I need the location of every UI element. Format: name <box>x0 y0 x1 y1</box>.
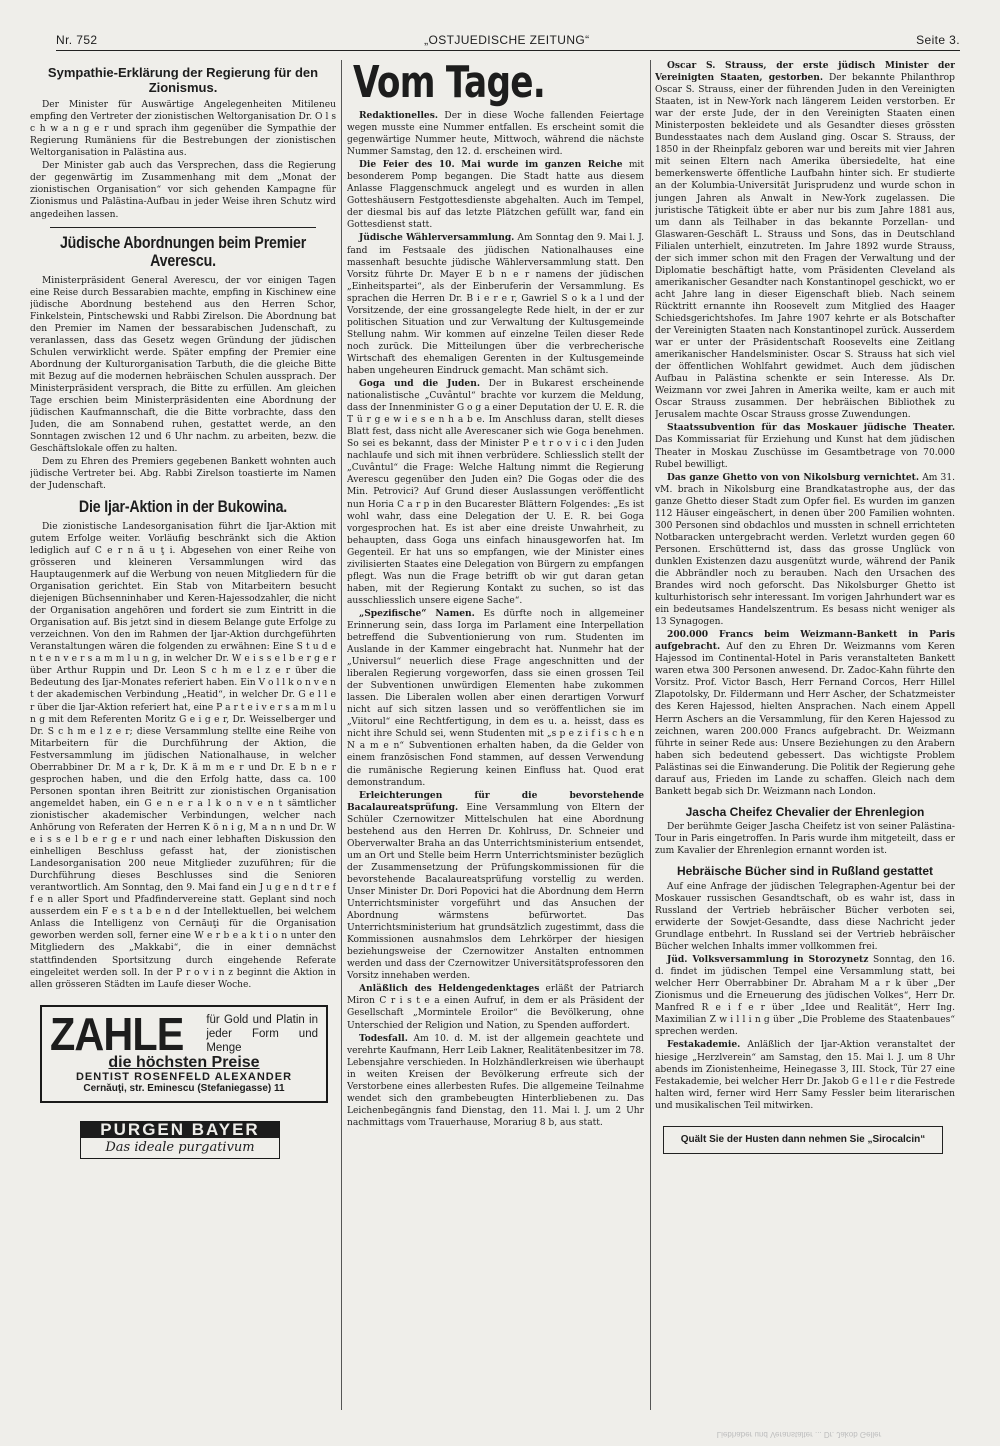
news-lead: Erleichterungen für die bevorstehende Bacalaureatsprüfung. <box>347 789 644 813</box>
news-lead: Jüd. Volksversammlung in Storozynetz <box>667 954 869 966</box>
ad-slogan: Das ideale purgativum <box>105 1139 255 1155</box>
divider <box>50 227 316 228</box>
header-rule <box>56 50 960 51</box>
newspaper-title: „OSTJUEDISCHE ZEITUNG“ <box>424 33 590 47</box>
bleed-through-text: Liebhaber und Veranstalter ... Dr. Jakob Geller <box>716 1430 882 1439</box>
ad-advertiser: DENTIST ROSENFELD ALEXANDER <box>75 1070 293 1083</box>
page-header <box>56 30 960 50</box>
news-text: mit besonderem Pomp begangen. Die Stadt hatte aus diesem Anlasse Flaggenschmuck angelegt und es wurden in allen Gotteshäusern Festgottesdienste abgehalten. Auch im Tempel, der diesmal bis auf das letzte Plätzchen gefüllt war, fand ein Gottesdienst statt. <box>347 160 644 231</box>
ad-top-row <box>50 1007 318 1060</box>
news-text: Der in Bukarest erscheinende nationalistische „Cuvântul“ brachte vor kurzem die Meldung, dass der Innenminister G o g a einer Deputation der U. E. R. die T ü r g e w i e s e n h a b e. Im Anschluss daran, stellt dieses Blatt fest, dass nicht alle Averescaner sich wie Goga benehmen. So sei es bekannt, dass der Minister P e t r o v i c i den Juden nachlaufe und sich mit ihnen verbrüdere. Schliesslich stellt der „Cuvântul“ die Frage: Welche Haltung nimmt die Regierung Averescu gegenüber den Juden ein? Die Gogas oder die des Min. Petrovici? Auf Grund dieser Auslassungen veröffentlicht nun Horia C a r p in den Bucarester Blättern Folgendes: „Es ist wohl wahr, dass eine Delegation der U. E. R. bei Goga vorgesprochen hat. Es ist aber eine dreiste Unwahrheit, zu behaupten, dass Goga uns einfach hinausgeworfen hat. Im Gegenteil. Er hat uns so empfangen, wie der Minister eines zivilisierten Staates eine Delegation von Bürgern zu empfangen pflegt. Was nun die Frage betrifft ob wir gut daran getan haben, mit der Regierung Kontakt zu suchen, so ist das ausschliesslich unsere eigene Sache“. <box>347 379 644 606</box>
news-text: Der in diese Woche fallenden Feiertage wegen musste eine Nummer entfallen. Es erscheint somit die gegenwärtige Nummer heute, Mittwoch, während die nächste Nummer Samstag, den 12. d. erscheinen wird. <box>347 111 644 158</box>
news-text: Das Kommissariat für Erziehung und Kunst hat dem jüdischen Theater in Moskau Zuschüsse im Gesamtbetrage von 70.000 Rubel bewilligt. <box>655 435 955 470</box>
news-text: Anläßlich der Ijar-Aktion veranstaltet der hiesige „Herzlverein“ am Samstag, den 15. Mai l. J. um 8 Uhr abends im Zionistenheime, Heinegasse 3, III. Stock, Tür 27 eine Festakademie, bei welcher Herr Dr. Jakob G e l l e r die Festrede halten wird, ferner wird Herr Samy Fessler beim literarischen und musikalischen Teil mitwirken. <box>655 1040 955 1111</box>
news-lead: Oscar S. Strauss, der erste jüdisch Minister der Vereinigten Staaten, gestorben. <box>655 60 955 84</box>
article-title: Hebräische Bücher sind in Rußland gestattet <box>676 864 934 879</box>
ad-headline: ZAHLE <box>50 1007 184 1060</box>
news-text: Am 31. vM. brach in Nikolsburg eine Brandkatastrophe aus, der das ganze Ghetto dieser Stadt zum Opfer fiel. Es wurden im ganzen 112 Häuser eingeäschert, in denen über 200 Familien wohnten. 300 Personen sind obdachlos und mussten in schnell errichteten Notbaracken untergebracht werden. Verletzt wurden gegen 60 Personen. Erschütternd ist, dass das grosse Unglück von dunklen Existenzen dazu ausgenützt wurde, während der Panik die Abbrändler noch zu berauben. Nach den Ursachen des Brandes wird noch geforscht. Das Nikolsburger Ghetto ist kulturhistorisch sehr interessant. Im vorigen Jahrhundert war es ein bedeutsames Handelszentrum. Es besass nicht weniger als 13 Synagogen. <box>655 472 955 628</box>
ad-subtext: für Gold und Platin in jeder Form und Menge <box>206 1013 318 1054</box>
advertisement-sirocalcin: Quält Sie der Husten dann nehmen Sie „Sirocalcin“ <box>663 1126 943 1154</box>
ad-slogan: die höchsten Preise <box>108 1053 260 1071</box>
news-lead: Todesfall. <box>359 1032 408 1044</box>
news-lead: Goga und die Juden. <box>359 378 480 390</box>
article-paragraph: Die zionistische Landesorganisation führt die Ijar-Aktion mit gutem Erfolge weiter. Vorläufig beschränkt sich die Aktion lediglich auf C e r n ă u ţ i. Abgesehen von einer Reihe von grösseren und kleineren Versammlungen wird das Hauptaugenmerk auf die Werbung von neuen Mitgliedern für die Organisation gerichtet. Ein Stab von Mitarbeitern besucht diejenigen Büchsenninhaber und Keren-Hajessodzahler, die nicht der Organisation angehören und fordert sie zum Eintritt in die Organisation auf. Bis jetzt sind in diesem Belange gute Erfolge zu verzeichnen. Von den im Rahmen der Ijar-Aktion durchgeführten Veranstaltungen wären die folgenden zu erwähnen: Eine S t u d e n t e n v e r s a m m l u n g, in welcher Dr. W e i s s e l b e r g e r über Arthur Ruppin und Dr. Leon S c h m e l z e r über die Bedeutung des Ijar-Monates referiert haben. Ein V o l l k o n v e n t der akademischen Verbindung „Heatid“, in welcher Dr. G e l l e r über die Ijar-Aktion referiert hat, eine P a r t e i v e r s a m m l u n g mit dem Referenten Moritz G e i g e r, Dr. Weisselberger und Dr. S c h m e l z e r; diese Versammlung stellte eine Reihe von Mitarbeitern für die Durchführung der Aktion, die Festversammlung im jüdischen Nationalhause, in welcher Oberrabbiner Dr. M a r k, Dr. K ä m m e r und Dr. E b n e r gesprochen haben, und die den Erfolg hatte, dass ca. 100 Personen spontan ihren Beitritt zur zionistischen Organisation angemeldet haben, ein G e n e r a l k o n v e n t sämtlicher zionistischer akademischer Verbindungen, welcher nach Anhörung von Referaten der Herren K ö n i g, M a n n und Dr. W e i s s e l b e r g e r und nach einer lebhaften Diskussion den einhelligen Beschluss gefasst hat, der zionistischen Landesorganisation 200 neue Mitglieder zuzuführen; für die Durchführung dieses Beschlusses sind die Senioren verantwortlich. Am Sonntag, den 9. Mai fand ein J u g e n d t r e f f e n aller Sport und Pfadfindervereine statt. Geplant sind noch ausserdem ein F e s t a b e n d der Intellektuellen, bei welchem Anlass die Intelligenz von Cernăuţi für die Organisation geworben werden soll, ferner eine W e r b e a k t i o n unter den Mitgliedern des „Makkabi“, die in einer demnächst stattfindenden Sportsitzung durch eingehende Referate eingeleitet werden soll. In der P r o v i n z beginnt die Aktion in allen grösseren Städten im Laufe dieser Woche. <box>30 521 336 990</box>
news-text: Am Sonntag den 9. Mai l. J. fand im Festsaale des jüdischen Nationalhauses eine massenhaft besuchte jüdische Wählerversammlung statt. Den Vorsitz führte Dr. Mayer E b n e r namens der jüdischen „Einheitspartei“, als der Einberuferin der Versammlung. Es sprachen die Herren Dr. B i e r e r, Gawriel S o k a l und der Vorsitzende, der eine grossangelegte Rede hielt, in der er zur politischen Situation und zur Verwaltung der Kultusgemeinde Stellung nahm. Wir kommen auf einzelne Teilen dieser Rede noch zurück. Die Mitteilungen über die verbrecherische Wirtschaft des ehemaligen Gerenten in der Kultusgemeinde haben ungeheuren Eindruck gemacht. Man schämt sich. <box>347 233 644 376</box>
news-lead: 200.000 Francs beim Weizmann-Bankett in Paris aufgebracht. <box>655 629 955 653</box>
news-text: Der bekannte Philanthrop Oscar S. Strauss, einer der führenden Juden in den Vereinigten Staaten, ist in New-York nach längerem Leiden verstorben. Er war der erste Jude, der in den Vereinigten Staaten einen Ministerposten bekleidete und als Gesandter dieses grössten Bundesstaates nach dem Ausland ging. Oscar S. Strauss, der 1850 in der Rheinpfalz geboren war und bereits mit vier Jahren mit seinen Eltern nach Amerika übersiedelte, hat eine bemerkenswerte öffentliche Laufbahn hinter sich. Er studierte an der Kolumbia-Universität Jurisprudenz und wurde schon in jungen Jahren als Anwalt in New-York zugelassen. Die juristische Tätigkeit übte er aber nur bis zum Jahre 1881 aus, um dann als Teilhaber in das bekannte Porzellan- und Glaswaren-Geschäft L. Strauss und Sons, das in Deutschland Filialen unterhielt, einzutreten. Im Jahre 1892 wurde Strauss, der sich immer schon mit den Fragen der Verwaltung und der Diplomatie beschäftigt hatte, vom Präsidenten Cleveland als amerikanischer Gesandter nach Konstantinopel geschickt, wo er acht Jahre lang in dieser Eigenschaft blieb. Nach seinem Rücktritt ernannte ihn Roosevelt zum Mitglied des Haager Schiedsgerichtshofes. Im Jahre 1907 kehrte er als Botschafter der Vereinigten Staaten nach Konstantinopel zurück. Ausserdem war er unter der Präsidentschaft Roosevelts eine Zeitlang amerikanischer Handelsminister. Oscar S. Strauss hat sich viel der öffentlichen Wohlfahrt gewidmet. Auch dem jüdischen Aufbau in Palästina schenkte er sein Interesse. Als Dr. Weizmann vor zwei Jahren in Amerika weilte, kam er auch mit Oscar Strauss zusammen. Der hebräischen Bibliothek zu Jerusalem machte Oscar Strauss grosse Zuwendungen. <box>655 73 955 421</box>
news-lead: „Spezifische“ Namen. <box>359 607 475 619</box>
news-lead: Die Feier des 10. Mai wurde im ganzen Reiche <box>359 159 623 171</box>
news-lead: Festakademie. <box>667 1039 741 1051</box>
article-paragraph: Auf eine Anfrage der jüdischen Telegraphen-Agentur bei der Moskauer russischen Gesandtschaft, ob es wahr ist, dass in Russland der Vertrieb hebräischer Bücher verboten sei, erwiderte der Sowjet-Gesandte, dass diese Nachricht jeder Grundlage entbehrt. In Russland sei der Vertrieb hebräischer Bücher welchen Inhalts immer vollkommen frei. <box>655 881 955 953</box>
article-paragraph: Der berühmte Geiger Jascha Cheifetz ist von seiner Palästina-Tour in Paris eingetroffen. In Paris wurde ihm mitgeteilt, dass er zum Kavalier der Ehrenlegion ernannt worden ist. <box>655 822 955 857</box>
article-title: Die Ijar-Aktion in der Bukowina. <box>78 498 288 517</box>
ad-brand: PURGEN BAYER <box>81 1122 279 1138</box>
news-text: erläßt der Patriarch Miron C r i s t e a einen Aufruf, in dem er als Präsident der Gesellschaft „Mormintele Eroilor“ die Bevölkerung, ohne Unterschied der Religion und Nation, zu Spenden auffordert. <box>347 984 644 1031</box>
advertisement-purgen <box>80 1121 280 1159</box>
news-text: Sonntag, den 16. d. findet im jüdischen Tempel eine Versammlung statt, bei welcher Herr Oberrabbiner Dr. Abraham M a r k über „Der Zionismus und die Erneuerung des jüdischen Volkes“, Herr Dr. Manfred R e i f e r über „Idee und Realität“, Herr Ing. Maximilian Z w i l l i n g über „Die Probleme des Staatenbaues“ sprechen werden. <box>655 955 955 1038</box>
article-paragraph: Dem zu Ehren des Premiers gegebenen Bankett wohnten auch jüdische Vertreter bei. Abg. Rabbi Zirelson toastierte im Namen der Judenschaft. <box>30 457 336 492</box>
advertisement-zahle <box>40 1005 328 1103</box>
news-lead: Anläßlich des Heldengedenktages <box>359 983 540 995</box>
news-text: Am 10. d. M. ist der allgemein geachtete und verehrte Kaufmann, Herr Leib Lakner, Realitätenbesitzer im 78. Lebensjahre verschieden. In Holzhändlerkreisen wie überhaupt in weiten Kreisen der Bevölkerung erfreute sich der Verstorbene eines allerbesten Rufes. Die allgemeine Teilnahme wendet sich den grambebeugten Hinterbliebenen zu. Das Leichenbegängnis fand Dienstag, den 11. Mai l. J. um 2 Uhr nachmittags vom Trauerhause, Morariug 8 b, aus statt. <box>347 1033 644 1128</box>
article-paragraph: Ministerpräsident General Averescu, der vor einigen Tagen eine Reise durch Bessarabien machte, empfing in Kischinew eine jüdische Abordnung bestehend aus den Herren Schor, Finkelstein, Pintschewski und Rabbi Zirelson. Die Abordnung bat den Premier im Namen der bessarabischen Judenschaft, zu veranlassen, dass das Gesetz wegen Gründung der jüdischen Schulen verwirklicht werde. Später empfing der Premier eine Abordnung der Kulturorganisation Tarbuth, die die gleiche Bitte mit Bezug auf die modernen hebräischen Schulen aussprach. Der Ministerpräsident versprach, die Bitte zu erfüllen. Am gleichen Tage erschien beim Ministerpräsidenten eine Abordnung der jüdischen Kaufmannschaft, die die Bitte vorbrachte, dass den Juden, die am Sonnabend ruhen, gestattet werde, an den Sonntagen zwischen 12 und 6 Uhr nachm. zu arbeiten, bezw. die Geschäftslokale offen zu halten. <box>30 275 336 455</box>
page-label: Seite 3. <box>916 33 960 47</box>
article-paragraph: Der Minister gab auch das Versprechen, dass die Regierung der gegenwärtig im Zusammenhang mit dem „Monat der zionistischen Organisation“ vor sich gehenden Kampagne für Zionismus und Palästina-Aufbau in jeder Weise ihren Schutz wird angedeihen lassen. <box>30 161 336 220</box>
page-number: Nr. 752 <box>56 33 98 47</box>
column-left <box>30 60 336 1410</box>
news-lead: Redaktionelles. <box>359 110 438 121</box>
ad-address: Cernăuţi, str. Eminescu (Stefaniegasse) 11 <box>83 1082 285 1094</box>
column-divider <box>341 60 342 1410</box>
news-lead: Staatssubvention für das Moskauer jüdische Theater. <box>667 422 955 434</box>
section-heading: Vom Tage. <box>353 60 545 108</box>
news-text: Es dürfte noch in allgemeiner Erinnerung sein, dass Iorga im Parlament eine Interpellation betreffend die Subventionierung von rum. Studenten im Auslande in der Kammer eingebracht hat. Nunmehr hat der „Universul“ neuerlich diese Frage angeschnitten und der liberalen Regierung vorgeworfen, dass sie einen grossen Teil der Subventionen unwürdigen Elementen habe zukommen lassen. Die Liberalen wollen aber einen derartigen Vorwurf nicht auf sich sitzen lassen und so veröffentlichen sie im „Viitorul“ eine Rechtfertigung, in dem es u. a. heisst, dass es nicht ihre Schuld sei, wenn Studenten mit „s p e z i f i s c h e n N a m e n“ Subventionen erhalten haben, da die Gelder von einem französischen Fond stammen, auf dessen Verwendung die rumänische Regierung keinen Einfluss hat. Quod erat demonstrandum. <box>347 608 644 788</box>
article-title: Jascha Cheifez Chevalier der Ehrenlegion <box>685 804 925 819</box>
news-lead: Das ganze Ghetto von von Nikolsburg vernichtet. <box>667 471 920 483</box>
column-divider <box>650 60 651 1410</box>
column-right <box>655 60 955 1410</box>
news-text: Auf den zu Ehren Dr. Weizmanns vom Keren Hajessod im Continental-Hotel in Paris veranstalteten Bankett waren etwa 300 Personen anwesend. Dr. Zadoc-Kahn führte den Vorsitz. Prof. Victor Basch, Herr Fernand Corcos, Herr Hillel Zlapotolsky, Dr. Fildermann und Herr Ascher, der Schatzmeister des Keren Hajessod, hielten Ansprachen. Nach einem Appell Herrn Aschers an die Versammlung, für den Keren Hajessod zu zeichnen, waren 200.000 Francs aufgebracht. Dr. Weizmann führte in seiner Rede aus: Unsere Beziehungen zu den Arabern haben sich bedeutend gebessert. Das wichtigste Problem Palästinas sei die Einwanderung. Die Politik der Regierung gehe darauf aus, Frieden im Lande zu schaffen. Gleich nach dem Bankett begab sich Dr. Weizmann nach London. <box>655 642 955 797</box>
article-paragraph: Der Minister für Auswärtige Angelegenheiten Mitileneu empfing den Vertreter der zionistischen Weltorganisation Dr. O l s c h w a n g e r und sprach ihm gegenüber die Sympathie der Regierung Rumäniens für die Bestrebungen der zionistischen Weltorganisation in Palästina aus. <box>30 100 336 159</box>
news-text: Eine Versammlung von Eltern der Schüler Czernowitzer Mittelschulen hat eine Abordnung bestehend aus den Herren Dr. Kohlruss, Dr. Schneier und Oberverwalter Braha an das Unterrichtsministerium entsendet, um an Ort und Stelle beim Herrn Unterrichtsminister bezüglich der Zusammensetzung der Prüfungskommissionen für die bevorstehende Bacalaureatsprüfung vorstellig zu werden. Unser Minister Dr. Dori Popovici hat die Abordnung dem Herrn Unterrichtsminister vorgeführt und das Ansuchen der Abordnung wärmstens befürwortet. Das Unterrichtsministerium hat grundsätzlich zugestimmt, dass die Kommissionen ausnahmslos dem Lehrkörper der hiesigen beziehungsweise der Czernowitzer Anstalten entnommen werden und dass der Czernowitzer Universitätsprofessoren den Vorsitz innehaben werden. <box>347 802 644 982</box>
article-title: Sympathie-Erklärung der Regierung für den Zionismus. <box>47 65 319 95</box>
column-middle <box>347 60 644 1410</box>
news-lead: Jüdische Wählerversammlung. <box>359 232 515 244</box>
article-title: Jüdische Abordnungen beim Premier Averescu. <box>59 233 307 271</box>
